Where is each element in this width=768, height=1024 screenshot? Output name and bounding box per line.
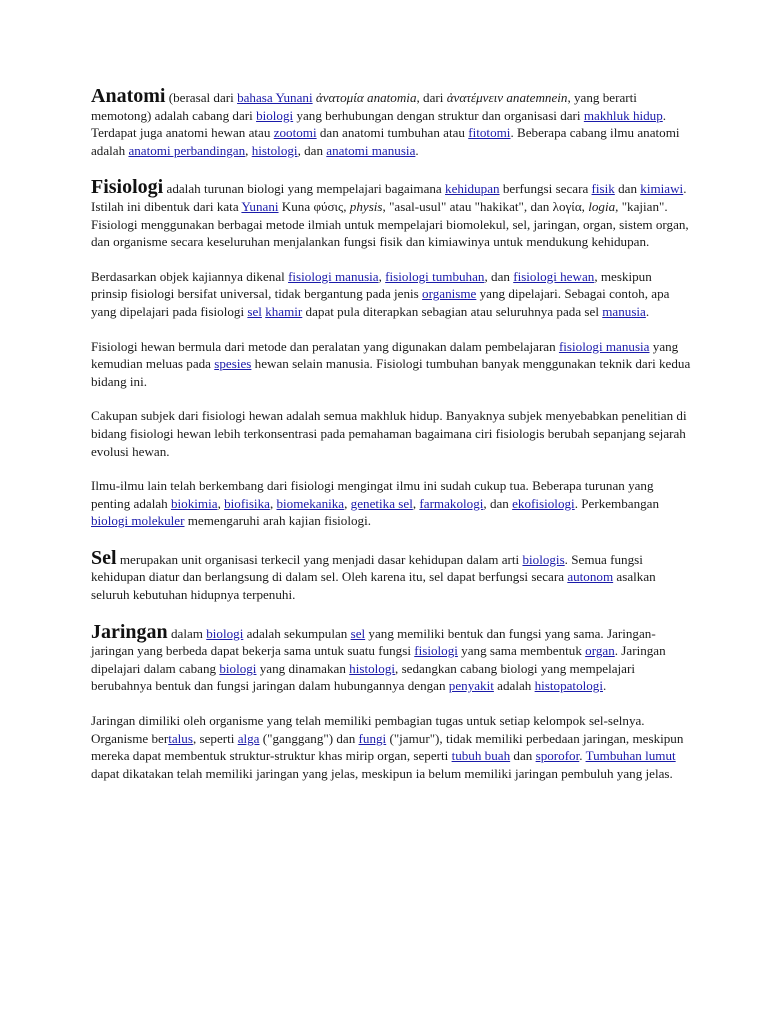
text-run: yang memiliki bentuk dan fungsi yang sama. Jaringan-jaringan yang berbeda dapat bekerja sama untuk suatu fungsi (91, 625, 656, 659)
link-kimiawi[interactable]: kimiawi (640, 181, 684, 197)
text-run: . (579, 748, 586, 764)
text-run: Jaringan dimiliki oleh organisme yang telah memiliki pembagian tugas untuk setiap kelompok sel-selnya. Organisme ber (91, 713, 645, 746)
text-run: , seperti (192, 730, 238, 746)
text-run: . Perkembangan (574, 495, 660, 511)
link-yunani[interactable]: Yunani (241, 198, 279, 214)
text-run: yang dipelajari. Sebagai contoh, apa yang dipelajari pada fisiologi (91, 286, 670, 319)
text-run: yang kemudian meluas pada (91, 338, 679, 372)
text-run: Berdasarkan objek kajiannya dikenal (91, 268, 289, 284)
italic-term: physis (349, 198, 383, 214)
link-biologi[interactable]: biologi (256, 107, 294, 123)
link-makhluk-hidup[interactable]: makhluk hidup (583, 107, 663, 123)
text-run: , (245, 142, 252, 158)
text-run: ("jamur"), tidak memiliki perbedaan jaringan, meskipun mereka dapat membentuk struktur-struktur khas mirip organ, seperti (91, 730, 684, 764)
link-bahasa-yunani[interactable]: bahasa Yunani (237, 90, 313, 105)
link-sel[interactable]: sel (247, 303, 262, 319)
text-run: , dan (484, 268, 514, 284)
text-run: dapat pula diterapkan sebagian atau seluruhnya pada sel (302, 303, 603, 319)
text-run: dan (614, 181, 641, 197)
text-run: , "asal-usul" atau "hakikat", dan λογία, (382, 198, 589, 214)
text-run: Fisiologi hewan bermula dari metode dan peralatan yang digunakan dalam pembelajaran (91, 338, 559, 354)
text-run: Ilmu-ilmu lain telah berkembang dari fisiologi mengingat ilmu ini sudah cukup tua. Beberapa turunan yang penting adalah (91, 478, 654, 511)
spacer (91, 251, 691, 268)
text-run: , (412, 495, 420, 511)
text-run: yang berhubungan dengan struktur dan organisasi dari (293, 107, 584, 123)
text-run: , meskipun prinsip fisiologi bersifat universal, tidak bergantung pada jenis (91, 268, 652, 302)
paragraph-jaringan-organisme (91, 712, 691, 782)
link-kehidupan[interactable]: kehidupan (445, 181, 500, 197)
paragraph-jaringan (91, 620, 691, 695)
link-tubuh-buah[interactable]: tubuh buah (451, 748, 511, 764)
text-run: , (344, 495, 351, 511)
text-run: . Terdapat juga anatomi hewan atau (91, 107, 667, 141)
text-run: ("ganggang") dan (259, 730, 359, 746)
text-run: yang dinamakan (256, 660, 350, 676)
text-run: , (269, 495, 277, 511)
link-organisme[interactable]: organisme (422, 286, 477, 302)
text-run: memengaruhi arah kajian fisiologi. (184, 513, 371, 529)
text-run: hewan selain manusia. Fisiologi tumbuhan banyak menggunakan teknik dari kedua bidang ini. (91, 356, 691, 389)
heading-jaringan: Jaringan (91, 620, 168, 643)
link-ekofisiologi[interactable]: ekofisiologi (512, 495, 575, 511)
link-genetika-sel[interactable]: genetika sel (350, 495, 413, 511)
paragraph-anatomi (91, 85, 691, 159)
document-body (91, 85, 691, 782)
text-run: . Beberapa cabang ilmu anatomi adalah (91, 125, 680, 158)
link-fitotomi[interactable]: fitotomi (468, 125, 511, 141)
link-anatomi-manusia[interactable]: anatomi manusia (326, 142, 416, 158)
text-run: merupakan unit organisasi terkecil yang menjadi dasar kehidupan dalam arti (116, 551, 523, 567)
spacer (91, 159, 691, 179)
paragraph-objek-kajian (91, 268, 691, 321)
spacer (91, 321, 691, 338)
text-run: yang sama membentuk (457, 643, 586, 659)
text-run: . (645, 303, 650, 319)
link-fisiologi-manusia[interactable]: fisiologi manusia (558, 338, 650, 354)
heading-fisiologi: Fisiologi (91, 176, 164, 199)
paragraph-fisiologi-hewan (91, 338, 691, 391)
text-run: Cakupan subjek dari fisiologi hewan adalah semua makhluk hidup. Banyaknya subjek menyebabkan penelitian di bidang fisiologi hewan lebih terkonsentrasi pada pemahaman bagaimana ciri fisiologis berubah sepanjang sejarah evolusi hewan. (91, 408, 687, 459)
paragraph-sel (91, 546, 691, 604)
text-run: . (415, 142, 419, 158)
text-run: Kuna φύσις, (278, 198, 350, 214)
spacer (91, 695, 691, 712)
text-run: . Istilah ini dibentuk dari kata (91, 181, 687, 214)
link-fisiologi[interactable]: fisiologi (414, 643, 458, 659)
link-khamir[interactable]: khamir (265, 303, 303, 319)
link-sel[interactable]: sel (350, 625, 366, 641)
spacer (91, 604, 691, 624)
link-biokimia[interactable]: biokimia (171, 495, 218, 511)
text-run: , dari (416, 90, 447, 105)
text-run: dan anatomi tumbuhan atau (316, 125, 469, 141)
link-anatomi-perbandingan[interactable]: anatomi perbandingan (128, 142, 246, 158)
link-biologi[interactable]: biologi (206, 625, 244, 641)
link-tumbuhan-lumut[interactable]: Tumbuhan lumut (585, 748, 676, 764)
italic-term: ἀνατομία anatomia (315, 90, 417, 105)
text-run: , (217, 495, 225, 511)
spacer (91, 460, 691, 477)
link-spesies[interactable]: spesies (214, 356, 252, 372)
link-autonom[interactable]: autonom (567, 569, 614, 585)
link-biofisika[interactable]: biofisika (224, 495, 270, 511)
paragraph-fisiologi (91, 176, 691, 250)
paragraph-ilmu-turunan (91, 477, 691, 530)
link-histopatologi[interactable]: histopatologi (534, 678, 603, 694)
link-manusia[interactable]: manusia (602, 303, 646, 319)
link-fisik[interactable]: fisik (591, 181, 615, 197)
text-run: . Semua fungsi kehidupan diatur dan berlangsung di dalam sel. Oleh karena itu, sel dapat berfungsi secara (91, 551, 643, 585)
italic-term: ἀνατέμνειν anatemnein (446, 90, 568, 105)
link-histologi[interactable]: histologi (251, 142, 298, 158)
link-fungi[interactable]: fungi (358, 730, 387, 746)
text-run: adalah (493, 678, 535, 694)
text-run: dalam (167, 625, 207, 641)
link-alga[interactable]: alga (237, 730, 260, 746)
link-organ[interactable]: organ (585, 643, 615, 659)
link-biologi[interactable]: biologi (219, 660, 257, 676)
spacer (91, 530, 691, 550)
heading-sel: Sel (91, 546, 117, 569)
heading-anatomi: Anatomi (91, 85, 166, 107)
paragraph-cakupan-subjek (91, 407, 691, 460)
text-run: berfungsi secara (499, 181, 592, 197)
link-biologi-molekuler[interactable]: biologi molekuler (91, 513, 185, 529)
link-fisiologi-manusia[interactable]: fisiologi manusia (288, 268, 379, 284)
text-run: adalah sekumpulan (243, 625, 351, 641)
link-biomekanika[interactable]: biomekanika (276, 495, 345, 511)
text-run: , dan (297, 142, 327, 158)
link-talus[interactable]: talus (168, 730, 193, 746)
link-histologi[interactable]: histologi (349, 660, 396, 676)
link-fisiologi-hewan[interactable]: fisiologi hewan (513, 268, 595, 284)
text-run: dan (510, 748, 536, 764)
spacer (91, 390, 691, 407)
italic-term: logia (588, 198, 616, 214)
link-farmakologi[interactable]: farmakologi (419, 495, 484, 511)
text-run: , dan (483, 495, 513, 511)
link-biologis[interactable]: biologis (522, 551, 565, 567)
text-run: . Jaringan dipelajari dalam cabang (91, 643, 666, 676)
text-run: , (378, 268, 386, 284)
link-sporofor[interactable]: sporofor (535, 748, 580, 764)
link-penyakit[interactable]: penyakit (448, 678, 494, 694)
link-fisiologi-tumbuhan[interactable]: fisiologi tumbuhan (385, 268, 485, 284)
text-run: adalah turunan biologi yang mempelajari bagaimana (163, 181, 446, 197)
text-run: , yang berarti memotong) adalah cabang dari (91, 90, 637, 123)
text-run: , sedangkan cabang biologi yang mempelajari berubahnya bentuk dan fungsi jaringan dalam hubungannya dengan (91, 660, 635, 694)
text-run: dapat dikatakan telah memiliki jaringan yang jelas, meskipun ia belum memiliki jaringan pembuluh yang jelas. (91, 765, 673, 781)
text-run: , "kajian". Fisiologi menggunakan berbagai metode ilmiah untuk mempelajari biomolekul, sel, jaringan, organ, sistem organ, dan organisme secara keseluruhan menjalankan fungsi fisik dan kimiawinya untuk mendukung kehidupan. (91, 198, 689, 250)
text-run: asalkan seluruh kebutuhan hidupnya terpenuhi. (91, 569, 656, 603)
text-run: (berasal dari (165, 90, 238, 105)
link-zootomi[interactable]: zootomi (273, 125, 317, 141)
text-run: . (603, 678, 607, 694)
